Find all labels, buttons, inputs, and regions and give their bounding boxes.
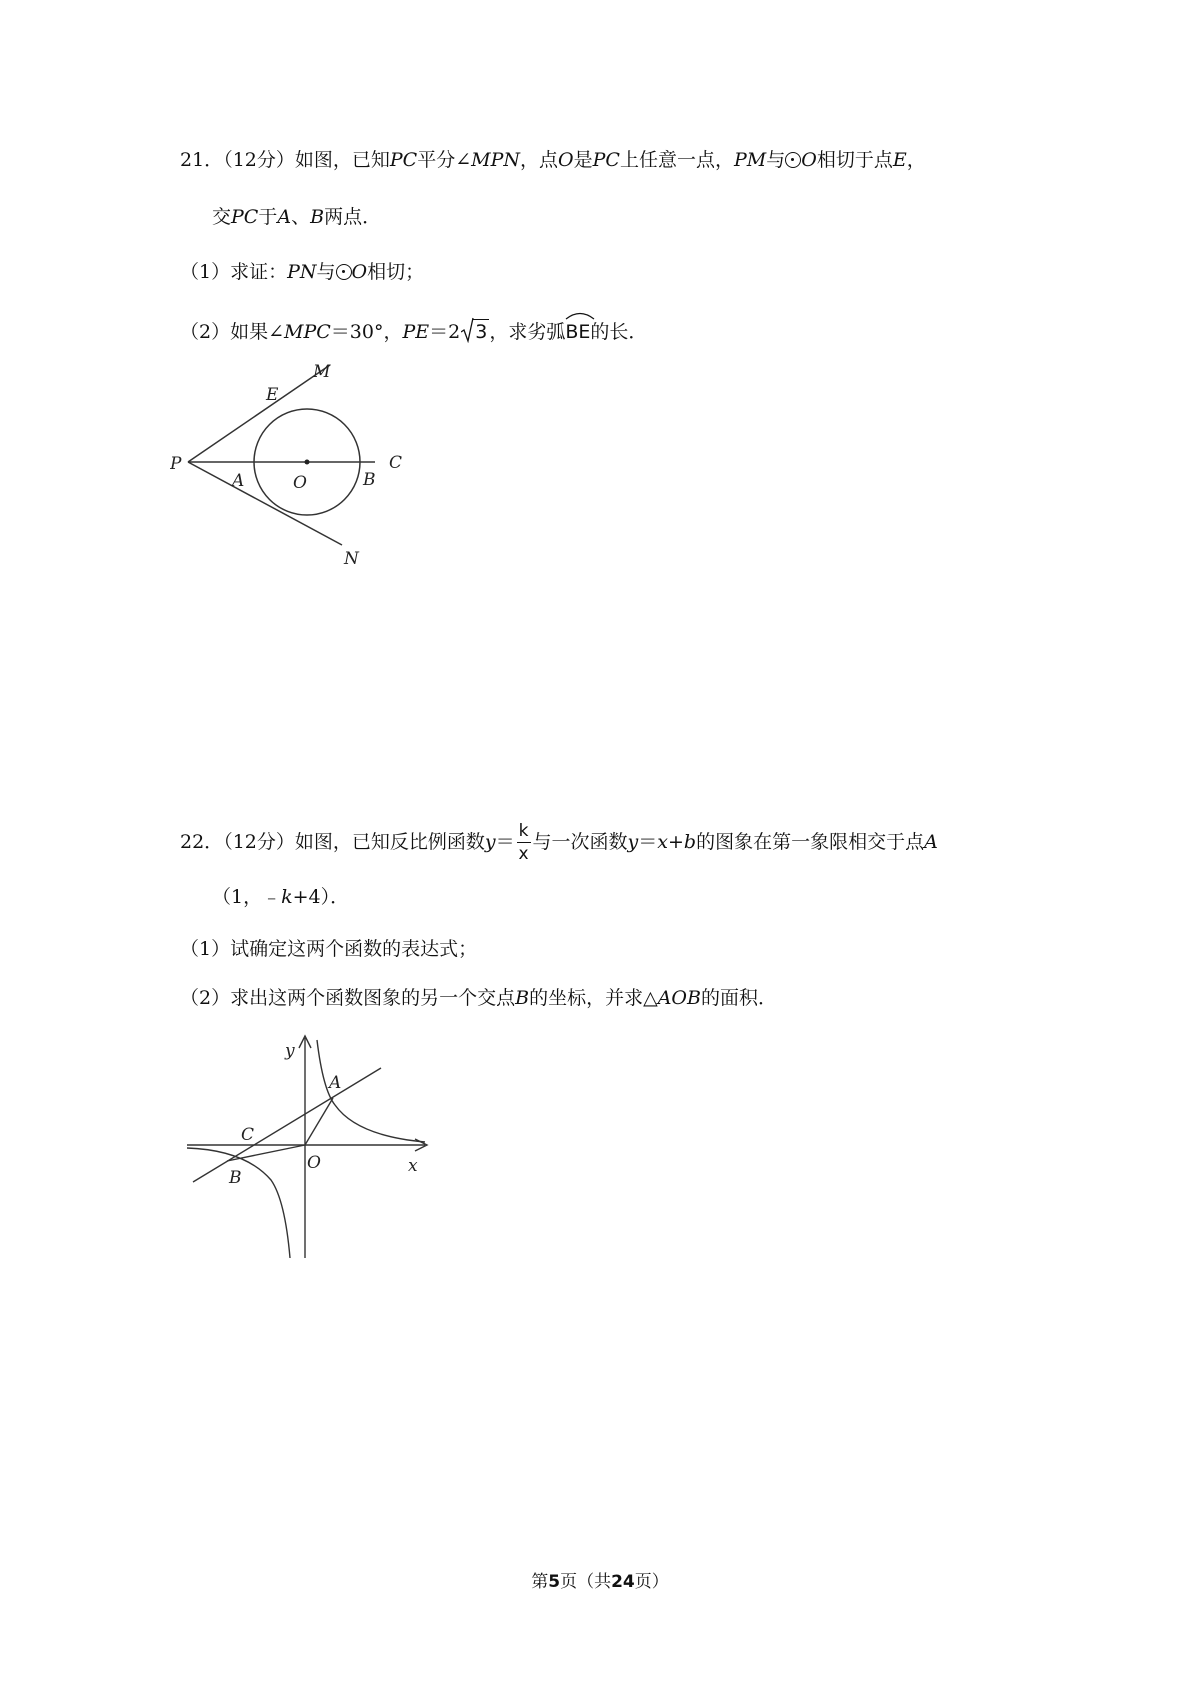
q21-text: 相切于点 <box>816 149 893 171</box>
fraction <box>517 823 531 863</box>
q21-var-mpn: MPN <box>471 149 521 171</box>
footer-suffix: 页） <box>634 1572 669 1592</box>
q21-text: 相切； <box>367 261 425 283</box>
q22-text: 与一次函数 <box>532 831 628 853</box>
q21-text: 两点． <box>324 206 382 228</box>
hyperbola-branch-q3 <box>187 1148 290 1258</box>
circle-dot-icon <box>336 264 352 280</box>
footer-mid: 页（共 <box>560 1572 612 1592</box>
q22-line2 <box>212 885 349 909</box>
q21-text: 平分∠ <box>417 149 472 171</box>
circle-dot-icon <box>785 152 801 168</box>
page-footer <box>0 1567 1200 1592</box>
q22-text: （1，﹣ <box>212 886 282 908</box>
q21-text: 、 <box>291 206 311 228</box>
q22-part2 <box>180 986 777 1010</box>
footer-total-pages: 24 <box>611 1572 635 1592</box>
label-a: A <box>232 471 245 491</box>
q22-var-b-point: B <box>515 987 530 1009</box>
footer-page-number: 5 <box>548 1572 561 1592</box>
q22-var-y: y <box>627 831 639 853</box>
q21-part2-label: （2）如果∠ <box>180 321 285 343</box>
q22-var-aob: AOB <box>657 987 701 1009</box>
q21-line2 <box>212 205 381 229</box>
q22-var-k: k <box>281 886 293 908</box>
q21-var-pc: PC <box>592 149 620 171</box>
label-e: E <box>266 385 279 405</box>
q22-text: 的坐标，并求△ <box>529 987 658 1009</box>
q22-var-a: A <box>924 831 938 853</box>
q21-text: 如图，已知 <box>294 149 390 171</box>
q22-var-b: b <box>683 831 697 853</box>
q22-text: +4）． <box>292 886 350 908</box>
q22-text: ＝ <box>638 831 658 853</box>
q22-line1 <box>180 823 938 863</box>
q21-var-mpc: MPC <box>284 321 331 343</box>
label-b: B <box>229 1168 242 1188</box>
fraction-denominator: x <box>518 844 529 864</box>
label-y: y <box>285 1041 295 1061</box>
q21-var-pc: PC <box>231 206 259 228</box>
q22-var-x: x <box>657 831 668 853</box>
q21-var-o: O <box>801 149 817 171</box>
label-c: C <box>241 1125 255 1145</box>
q21-part1 <box>180 260 424 284</box>
q21-var-pe: PE <box>402 321 430 343</box>
q21-text: 于 <box>258 206 278 228</box>
q22-var-y: y <box>484 831 496 853</box>
q22-text: 的面积． <box>700 987 777 1009</box>
arc-label-text: BE <box>565 321 591 343</box>
arc-label <box>565 318 590 344</box>
q22-text: ＝ <box>495 831 515 853</box>
q21-text: 的长． <box>590 321 648 343</box>
q22-number: 22． <box>180 831 224 853</box>
label-b: B <box>363 470 376 490</box>
q22-score: （12分） <box>223 831 295 853</box>
q21-text: 上任意一点， <box>619 149 734 171</box>
q22-text: （2）求出这两个函数图象的另一个交点 <box>180 987 516 1009</box>
tangent-line-pn <box>188 462 342 545</box>
q21-text: ， <box>906 149 926 171</box>
q21-figure <box>170 355 450 575</box>
label-c: C <box>389 453 403 473</box>
label-p: P <box>170 454 182 474</box>
fraction-numerator: k <box>518 821 529 841</box>
label-n: N <box>344 549 359 569</box>
q21-var-pc: PC <box>389 149 418 171</box>
q22-text: 的图象在第一象限相交于点 <box>696 831 925 853</box>
linear-function-line <box>193 1068 381 1182</box>
q22-text: + <box>667 831 684 853</box>
q21-text: ＝30°， <box>330 321 403 343</box>
q21-text: ＝2 <box>429 321 461 343</box>
label-o: O <box>307 1153 321 1173</box>
sqrt-radicand: 3 <box>475 321 488 343</box>
q21-var-b: B <box>310 206 325 228</box>
label-m: M <box>313 362 331 382</box>
q22-figure <box>175 1030 445 1270</box>
q21-text: 交 <box>212 206 232 228</box>
q21-var-a: A <box>277 206 292 228</box>
q21-part1-label: （1）求证： <box>180 261 288 283</box>
q21-var-o: O <box>351 261 368 283</box>
label-a: A <box>329 1073 342 1093</box>
q21-text: 是 <box>573 149 593 171</box>
q22-text: 如图，已知反比例函数 <box>294 831 485 853</box>
sqrt-symbol <box>461 319 489 344</box>
footer-prefix: 第 <box>531 1572 549 1592</box>
q21-part2 <box>180 318 647 344</box>
tangent-line-pm <box>188 365 330 462</box>
label-o: O <box>293 473 307 493</box>
q21-var-e: E <box>892 149 907 171</box>
q21-var-pn: PN <box>287 261 317 283</box>
q21-line1 <box>180 148 926 172</box>
q21-text: 与 <box>316 261 336 283</box>
q21-score: （12分） <box>223 149 295 171</box>
q21-text: ，点 <box>520 149 559 171</box>
q21-var-pm: PM <box>733 149 767 171</box>
q22-part1 <box>180 937 477 961</box>
label-x: x <box>408 1156 418 1176</box>
q21-text: 与 <box>766 149 786 171</box>
q21-text: ，求劣弧 <box>489 321 566 343</box>
center-point <box>305 460 310 465</box>
q21-number: 21． <box>180 149 224 171</box>
q22-part1-text: （1）试确定这两个函数的表达式； <box>180 938 478 960</box>
q21-var-o: O <box>558 149 574 171</box>
segment-ob <box>227 1145 305 1161</box>
